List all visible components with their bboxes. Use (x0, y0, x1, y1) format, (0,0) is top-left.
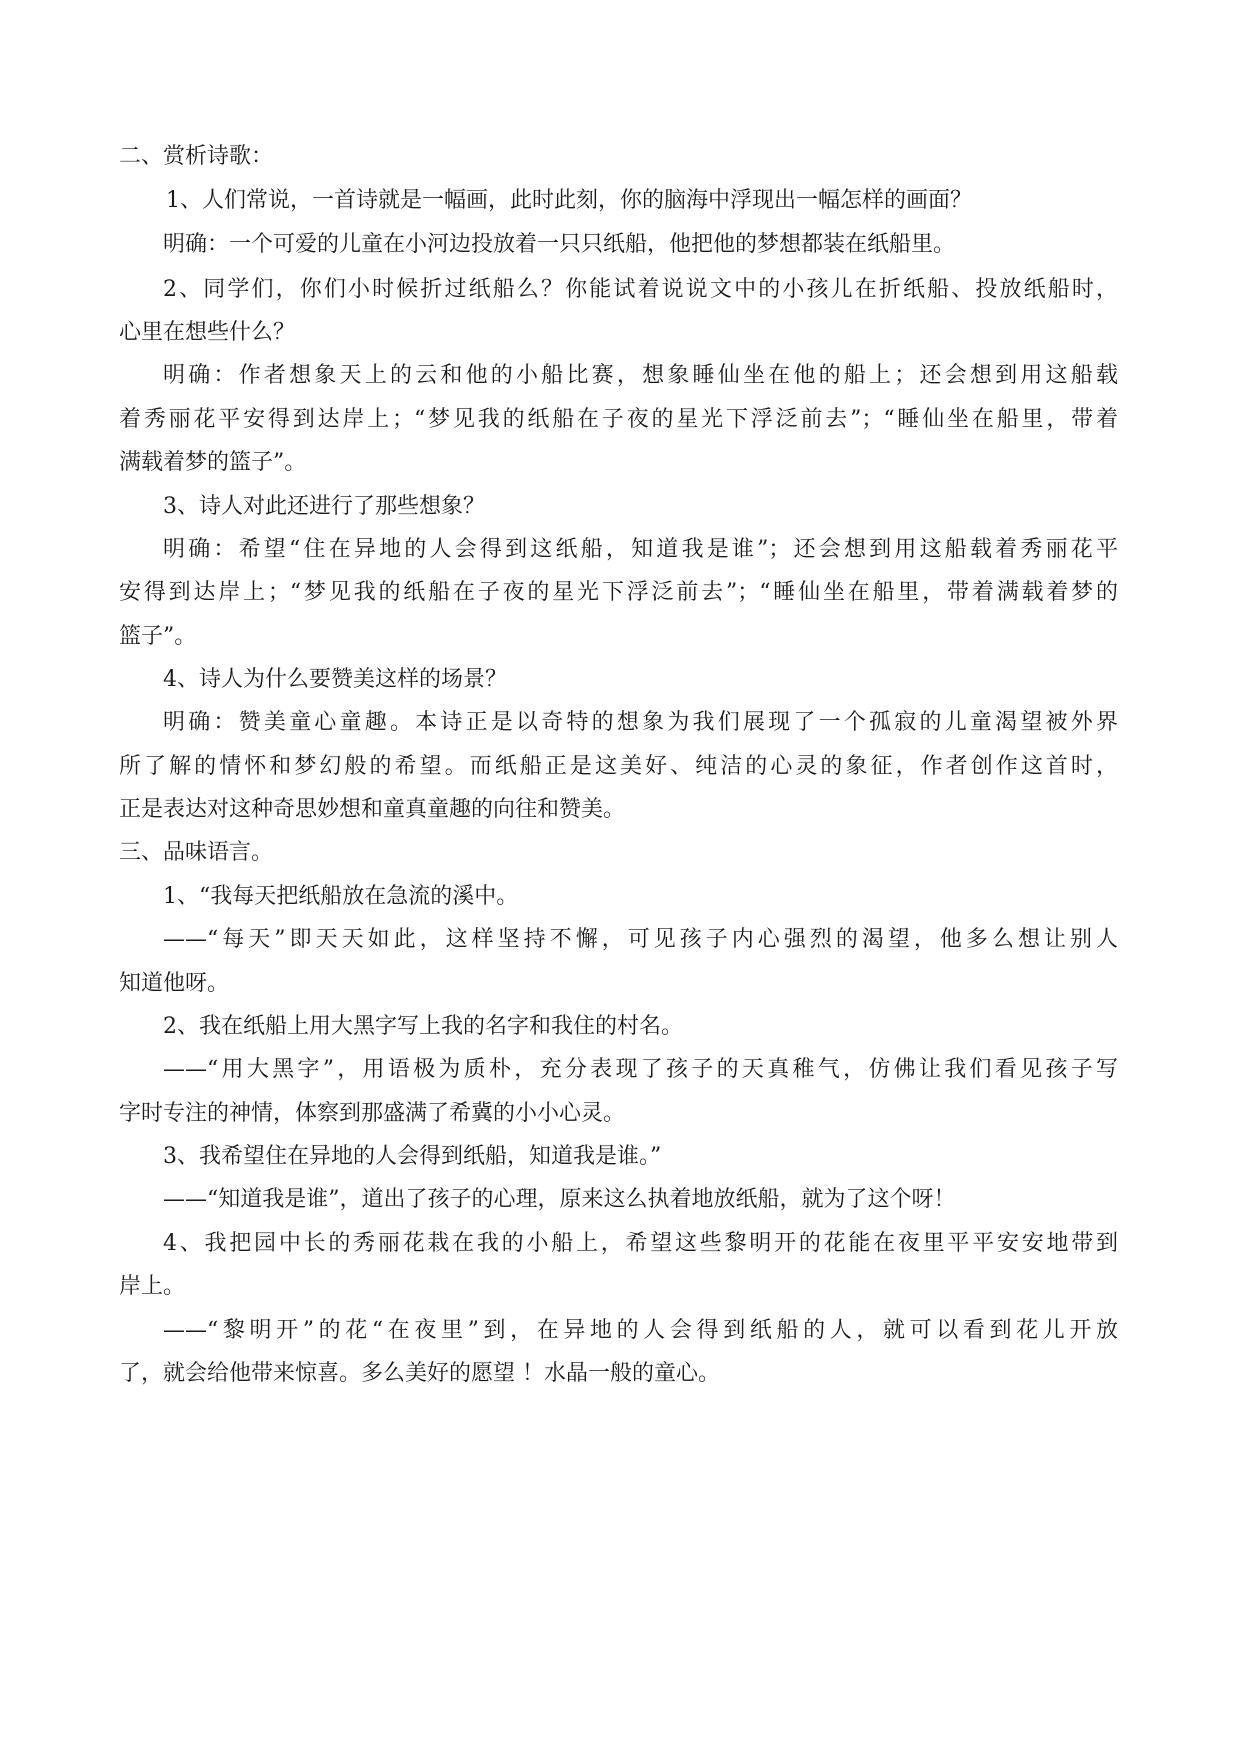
answer-3-line-3: 篮子”。 (119, 624, 197, 649)
language-item-4-line-2: 岸上。 (119, 1274, 186, 1299)
question-1: 1、人们常说，一首诗就是一幅画，此时此刻，你的脑海中浮现出一幅怎样的画面？ (166, 188, 972, 213)
language-item-4-line-1: 4、我把园中长的秀丽花栽在我的小船上，希望这些黎明开的花能在夜里平平安安地带到 (163, 1231, 1118, 1256)
language-item-1: 1、“我每天把纸船放在急流的溪中。 (163, 884, 519, 909)
answer-4-line-1: 明确：赞美童心童趣。本诗正是以奇特的想象为我们展现了一个孤寂的儿童渴望被外界 (163, 710, 1118, 735)
question-4: 4、诗人为什么要赞美这样的场景？ (163, 667, 507, 692)
question-2-line-1: 2、同学们，你们小时候折过纸船么？你能试着说说文中的小孩儿在折纸船、投放纸船时， (163, 277, 1118, 302)
language-item-3: 3、我希望住在异地的人会得到纸船，知道我是谁。” (163, 1144, 662, 1169)
answer-3-line-1: 明确：希望“住在异地的人会得到这纸船，知道我是谁”；还会想到用这船载着秀丽花平 (163, 537, 1118, 562)
answer-3-line-2: 安得到达岸上；“梦见我的纸船在子夜的星光下浮泛前去”；“睡仙坐在船里，带着满载着梦的 (119, 580, 1118, 605)
section-heading-appreciate-poem: 二、赏析诗歌： (119, 144, 274, 169)
language-item-2: 2、我在纸船上用大黑字写上我的名字和我住的村名。 (163, 1014, 683, 1039)
commentary-3: ——“知道我是谁”，道出了孩子的心理，原来这么执着地放纸船，就为了这个呀！ (163, 1187, 956, 1212)
commentary-4-line-2: 了，就会给他带来惊喜。多么美好的愿望 ！水晶一般的童心。 (119, 1361, 720, 1386)
commentary-4-line-1: ——“黎明开”的花“在夜里”到，在异地的人会得到纸船的人，就可以看到花儿开放 (163, 1318, 1118, 1343)
answer-1: 明确：一个可爱的儿童在小河边投放着一只只纸船，他把他的梦想都装在纸船里。 (163, 232, 956, 257)
answer-2-line-1: 明确：作者想象天上的云和他的小船比赛，想象睡仙坐在他的船上；还会想到用这船载 (163, 363, 1118, 388)
section-heading-savor-language: 三、品味语言。 (119, 840, 274, 865)
commentary-2-line-1: ——“用大黑字”，用语极为质朴，充分表现了孩子的天真稚气，仿佛让我们看见孩子写 (163, 1057, 1118, 1082)
question-3: 3、诗人对此还进行了那些想象？ (163, 494, 485, 519)
answer-4-line-3: 正是表达对这种奇思妙想和童真童趣的向往和赞美。 (119, 797, 626, 822)
commentary-1-line-2: 知道他呀。 (119, 971, 230, 996)
answer-2-line-2: 着秀丽花平安得到达岸上；“梦见我的纸船在子夜的星光下浮泛前去”；“睡仙坐在船里，带着 (119, 407, 1118, 432)
commentary-1-line-1: ——“每天”即天天如此，这样坚持不懈，可见孩子内心强烈的渴望，他多么想让别人 (163, 927, 1118, 952)
commentary-2-line-2: 字时专注的神情，体察到那盛满了希冀的小小心灵。 (119, 1101, 626, 1126)
answer-4-line-2: 所了解的情怀和梦幻般的希望。而纸船正是这美好、纯洁的心灵的象征，作者创作这首时， (119, 754, 1118, 779)
answer-2-line-3: 满载着梦的篮子”。 (119, 450, 307, 475)
question-2-line-2: 心里在想些什么？ (119, 320, 296, 345)
